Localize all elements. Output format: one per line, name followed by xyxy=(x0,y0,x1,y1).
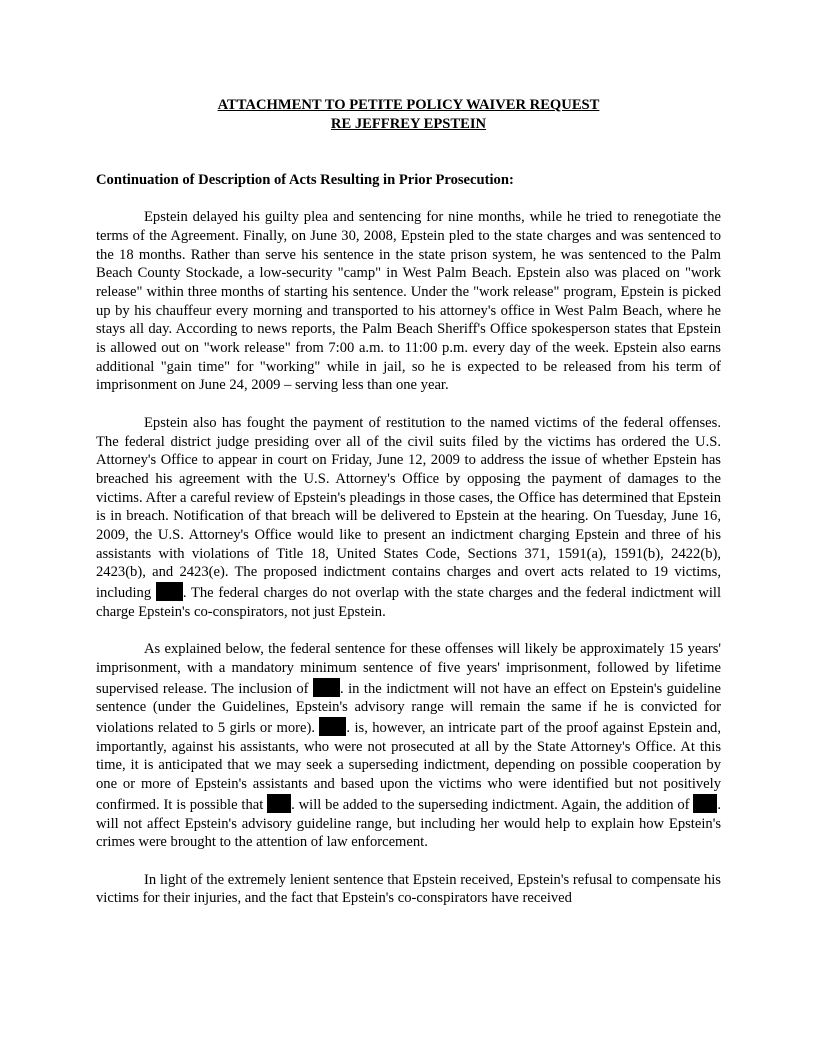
redaction-box xyxy=(693,794,717,813)
paragraph-3 xyxy=(96,640,721,852)
paragraph-text: . is, however, an intricate part of the proof against Epstein and, importantly, against his assistants, who were not prosecuted at all by the State Attorney's Office. At this time, it is anticipated that we may seek a superseding indictment, depending on possible cooperation by one or more of Epstein's assistants and based upon the victims who were identified but not positively confirmed. It is possible that xyxy=(96,720,721,813)
paragraph-1 xyxy=(96,208,721,395)
redaction-box xyxy=(156,582,183,601)
paragraph-text: Epstein delayed his guilty plea and sentencing for nine months, while he tried to renegotiate the terms of the Agreement. Finally, on June 30, 2008, Epstein pled to the state charges and was sentenced to the 18 months. Rather than serve his sentence in the state prison system, he was sentenced to the Palm Beach County Stockade, a low-security "camp" in West Palm Beach. Epstein also was placed on "work release" within three months of starting his sentence. Under the "work release" program, Epstein is picked up by his chauffeur every morning and transported to his attorney's office in West Palm Beach, where he stays all day. According to news reports, the Palm Beach Sheriff's Office spokesperson states that Epstein is allowed out on "work release" from 7:00 a.m. to 11:00 p.m. every day of the week. Epstein also earns additional "gain time" for "working" while in jail, so he is expected to be released from his term of imprisonment on June 24, 2009 – serving less than one year. xyxy=(96,209,721,394)
title-line-2: RE JEFFREY EPSTEIN xyxy=(330,115,487,132)
paragraph-text: In light of the extremely lenient sentence that Epstein received, Epstein's refusal to compensate his victims for their injuries, and the fact that Epstein's co-conspirators have received xyxy=(96,871,721,907)
paragraph-text: Epstein also has fought the payment of restitution to the named victims of the federal offenses. The federal district judge presiding over all of the civil suits filed by the victims has ordered the U.S. Attorney's Office to appear in court on Friday, June 12, 2009 to address the issue of whether Epstein has breached his agreement with the U.S. Attorney's Office by opposing the payment of damages to the victims. After a careful review of Epstein's pleadings in those cases, the Office has determined that Epstein is in breach. Notification of that breach will be delivered to Epstein at the hearing. On Tuesday, June 16, 2009, the U.S. Attorney's Office would like to present an indictment charging Epstein and three of his assistants with violations of Title 18, United States Code, Sections 371, 1591(a), 1591(b), 2422(b), 2423(b), and 2423(e). The proposed indictment contains charges and overt acts related to 19 victims, including xyxy=(96,414,721,602)
redaction-box xyxy=(319,717,346,736)
redaction-box xyxy=(267,794,291,813)
section-heading: Continuation of Description of Acts Resulting in Prior Prosecution: xyxy=(96,172,514,189)
paragraph-2 xyxy=(96,414,721,622)
paragraph-text: . will not affect Epstein's advisory guideline range, but including her would help to explain how Epstein's crimes were brought to the attention of law enforcement. xyxy=(96,796,722,851)
document-title xyxy=(96,96,721,133)
title-line-1: ATTACHMENT TO PETITE POLICY WAIVER REQUEST xyxy=(217,97,600,113)
paragraph-4 xyxy=(96,871,721,908)
document-page xyxy=(96,96,721,927)
paragraph-text: As explained below, the federal sentence for these offenses will likely be approximately 15 years' imprisonment, with a mandatory minimum sentence of five years' imprisonment, followed by lifetime supervised release. The inclusion of xyxy=(96,641,721,697)
redaction-box xyxy=(313,678,340,697)
paragraph-text: . The federal charges do not overlap with the state charges and the federal indictment will charge Epstein's co-conspirators, not just Epstein. xyxy=(96,585,721,620)
paragraph-text: . in the indictment will not have an effect on Epstein's guideline sentence (under the Guidelines, Epstein's advisory range will remain the same if he is convicted for violations related to 5 girls or more). xyxy=(96,680,721,737)
paragraph-text: . will be added to the superseding indictment. Again, the addition of xyxy=(291,796,694,813)
